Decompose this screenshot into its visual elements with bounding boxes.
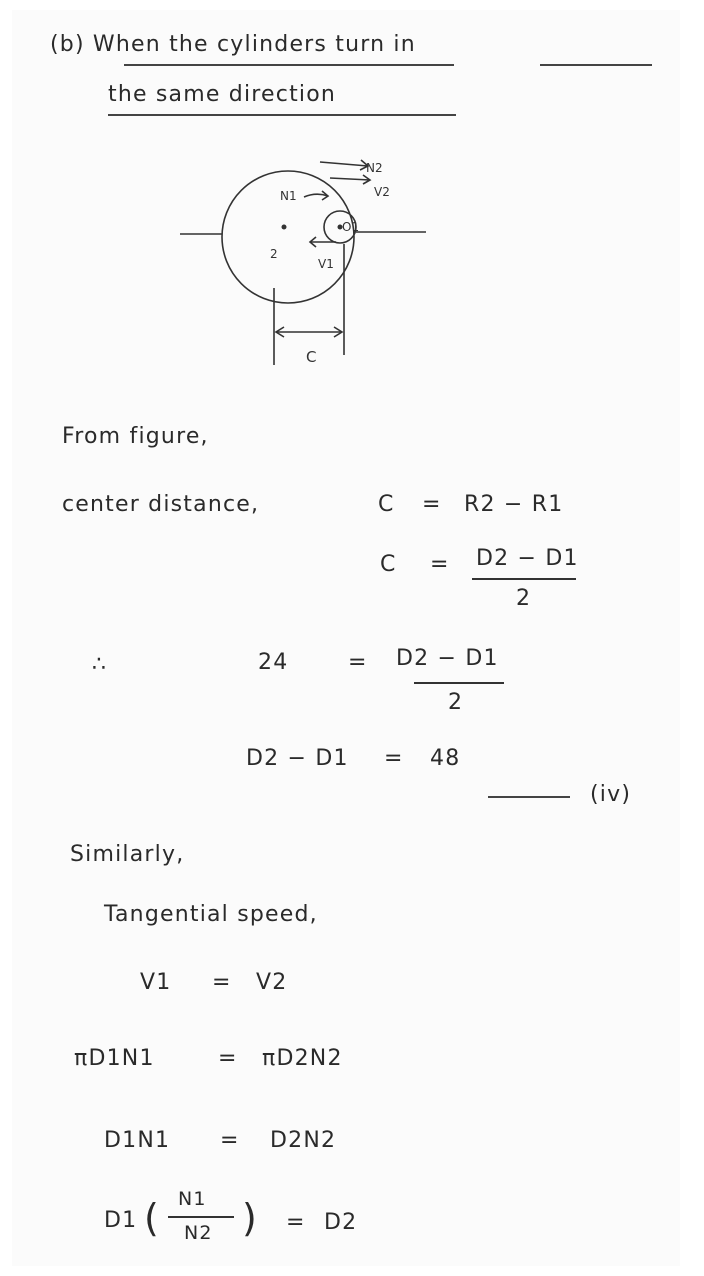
eq2-fraction-bar — [472, 578, 576, 580]
eq5-lhs: V1 — [140, 970, 172, 995]
eq3-numerator: D2 − D1 — [396, 646, 499, 671]
arrow-n2 — [320, 162, 368, 166]
arrow-v2 — [330, 178, 370, 180]
arrow-n1 — [304, 194, 328, 197]
cylinders-figure — [12, 10, 680, 390]
label-n1: N1 — [280, 189, 297, 203]
label-c: C — [306, 348, 317, 366]
label-v2: V2 — [374, 185, 390, 199]
eq7-lhs: D1N1 — [104, 1128, 171, 1153]
eq2-numerator: D2 − D1 — [476, 546, 579, 571]
eq8-close-paren: ) — [242, 1196, 259, 1240]
eq8-equals: = — [286, 1210, 306, 1235]
eq1-equals: = — [422, 492, 442, 517]
eq8-rhs: D2 — [324, 1210, 358, 1235]
eq2-equals: = — [430, 552, 450, 577]
heading-line-1: (b) When the cylinders turn in — [50, 32, 416, 57]
eq8-lhs: D1 — [104, 1208, 138, 1233]
eq4-rhs: 48 — [430, 746, 461, 771]
eq1-rhs: R2 − R1 — [464, 492, 564, 517]
eq8-denominator: N2 — [184, 1222, 213, 1244]
eq2-lhs: C — [380, 552, 397, 577]
eq4-equals: = — [384, 746, 404, 771]
eq7-equals: = — [220, 1128, 240, 1153]
notebook-page — [12, 10, 680, 1266]
eq1-lhs: C — [378, 492, 395, 517]
eq4-lhs: D2 − D1 — [246, 746, 349, 771]
eq6-equals: = — [218, 1046, 238, 1071]
eq8-fraction-bar — [168, 1216, 234, 1218]
eq2-denominator: 2 — [516, 586, 532, 611]
label-n2: N2 — [366, 161, 383, 175]
eq6-rhs: πD2N2 — [262, 1046, 343, 1071]
eq5-rhs: V2 — [256, 970, 288, 995]
eq3-equals: = — [348, 650, 368, 675]
similarly-text: Similarly, — [70, 842, 185, 867]
eq8-open-paren: ( — [144, 1196, 161, 1240]
eq8-numerator: N1 — [178, 1188, 207, 1210]
label-v1: V1 — [318, 257, 334, 271]
tangential-speed-text: Tangential speed, — [104, 902, 318, 927]
heading-line-2: the same direction — [108, 82, 337, 107]
eq6-lhs: πD1N1 — [74, 1046, 155, 1071]
eq3-fraction-bar — [414, 682, 504, 684]
center-distance-label: center distance, — [62, 492, 260, 517]
eq4-tag-line — [488, 796, 570, 798]
label-o1: O1 — [342, 220, 360, 234]
label-o2: 2 — [270, 247, 278, 261]
from-figure-text: From figure, — [62, 424, 209, 449]
eq4-tag: (iv) — [590, 782, 632, 807]
eq3-lhs: 24 — [258, 650, 289, 675]
eq5-equals: = — [212, 970, 232, 995]
eq3-denominator: 2 — [448, 690, 464, 715]
therefore-symbol: ∴ — [92, 652, 108, 677]
eq7-rhs: D2N2 — [270, 1128, 337, 1153]
